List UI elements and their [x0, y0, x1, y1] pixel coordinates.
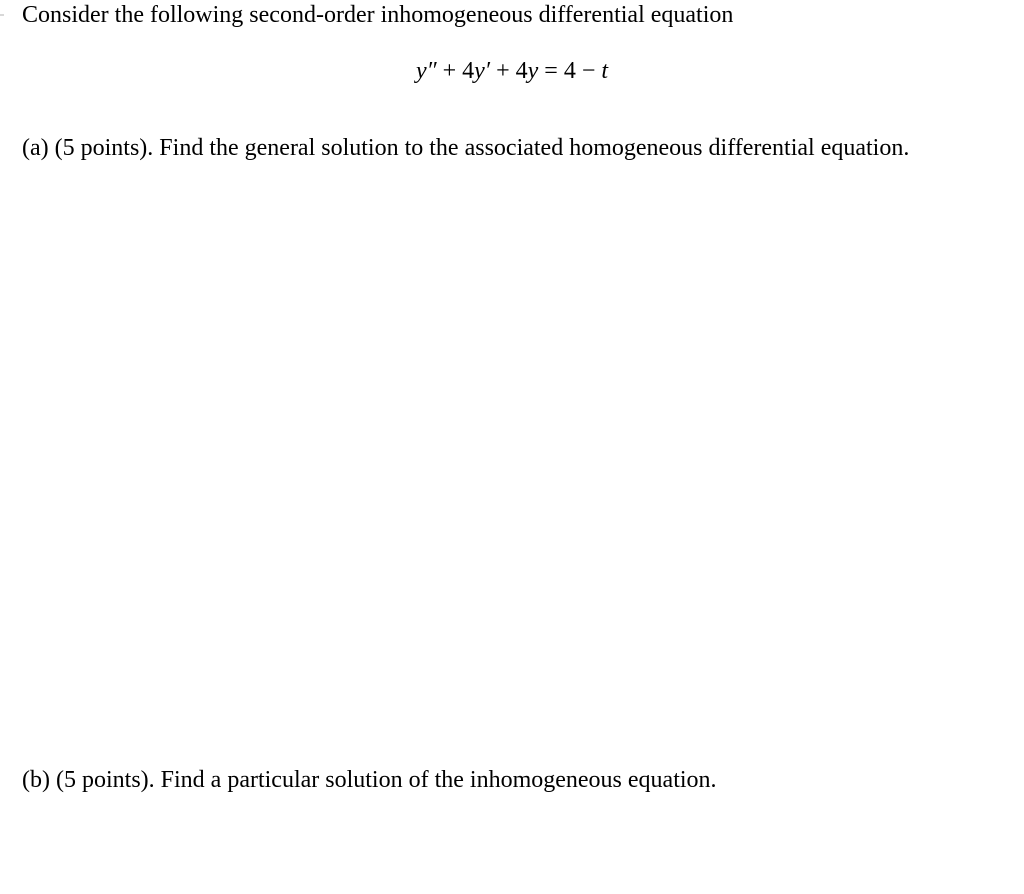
eq-y-prime-var: y′	[474, 58, 491, 84]
eq-coef-4b: 4	[515, 58, 528, 84]
problem-intro: Consider the following second-order inhomogeneous differential equation	[22, 2, 734, 28]
eq-four-y-prime	[462, 58, 490, 84]
eq-four: 4	[563, 58, 576, 84]
margin-mark	[0, 14, 4, 16]
eq-t: t	[601, 58, 609, 84]
differential-equation	[0, 56, 1024, 86]
eq-y-var: y	[527, 58, 539, 84]
eq-plus-1: +	[442, 58, 457, 84]
part-a-answer-space[interactable]	[22, 175, 1002, 745]
eq-y-double-prime: y″	[415, 58, 437, 84]
eq-equals: =	[544, 58, 558, 84]
eq-four-y	[516, 58, 539, 84]
eq-plus-2: +	[496, 58, 510, 84]
part-b-prompt: (b) (5 points). Find a particular solution of the inhomogeneous equation.	[22, 767, 717, 793]
eq-coef-4a: 4	[462, 58, 475, 84]
part-a-prompt: (a) (5 points). Find the general solution to the associated homogeneous differential equation.	[22, 135, 910, 161]
eq-minus: −	[581, 58, 596, 84]
part-b-answer-space[interactable]	[22, 808, 1002, 888]
